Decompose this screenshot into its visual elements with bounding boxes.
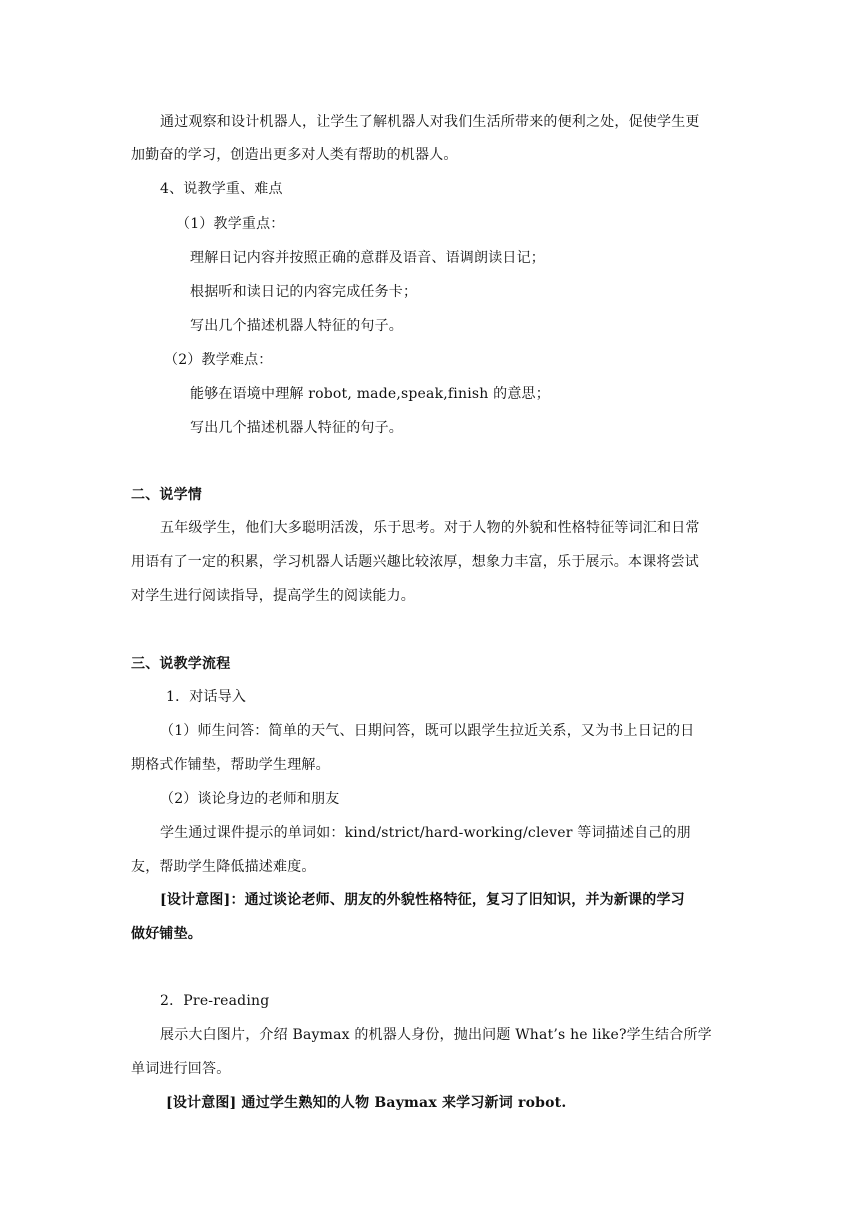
teaching-difficulty-item: 能够在语境中理解 robot, made,speak,finish 的意思； [190,386,550,402]
step-1b-heading: （2）谈论身边的老师和朋友 [160,791,340,807]
teaching-focus-item: 理解日记内容并按照正确的意群及语音、语调朗读日记； [190,250,545,266]
teaching-difficulty-heading: （2）教学难点： [164,352,273,368]
section-4-heading: 4、说教学重、难点 [160,181,283,197]
teaching-focus-item: 写出几个描述机器人特征的句子。 [190,318,403,334]
design-intent-line: [设计意图]：通过谈论老师、朋友的外貌性格特征，复习了旧知识，并为新课的学习 [160,892,685,908]
design-intent-2: [设计意图] 通过学生熟知的人物 Baymax 来学习新词 robot. [166,1095,567,1111]
goal-paragraph-line-2: 加勤奋的学习，创造出更多对人类有帮助的机器人。 [131,147,458,163]
teaching-focus-item: 根据听和读日记的内容完成任务卡； [190,284,418,300]
step-1b-line: 友，帮助学生降低描述难度。 [131,859,316,875]
step-2-heading: 2．Pre-reading [160,993,270,1009]
step-1b-line: 学生通过课件提示的单词如：kind/strict/hard-working/clever 等词描述自己的朋 [160,825,691,841]
goal-paragraph-line-1: 通过观察和设计机器人，让学生了解机器人对我们生活所带来的便利之处，促使学生更 [160,114,700,130]
student-analysis-line: 五年级学生，他们大多聪明活泼，乐于思考。对于人物的外貌和性格特征等词汇和日常 [160,520,700,536]
student-analysis-line: 对学生进行阅读指导，提高学生的阅读能力。 [131,588,415,604]
section-2-heading: 二、说学情 [131,487,202,503]
step-1-heading: 1．对话导入 [166,689,247,705]
student-analysis-line: 用语有了一定的积累，学习机器人话题兴趣比较浓厚，想象力丰富，乐于展示。本课将尝试 [131,554,699,570]
step-1a-line: 期格式作铺垫，帮助学生理解。 [131,757,330,773]
teaching-focus-heading: （1）教学重点： [176,216,285,232]
section-3-heading: 三、说教学流程 [131,656,231,672]
step-2-line: 单词进行回答。 [131,1061,231,1077]
step-1a-line: （1）师生问答：简单的天气、日期问答，既可以跟学生拉近关系，又为书上日记的日 [160,723,695,739]
step-2-line: 展示大白图片，介绍 Baymax 的机器人身份，抛出问题 What’s he like?学生结合所学 [160,1027,712,1043]
teaching-difficulty-item: 写出几个描述机器人特征的句子。 [190,420,403,436]
design-intent-line: 做好铺垫。 [131,926,202,942]
